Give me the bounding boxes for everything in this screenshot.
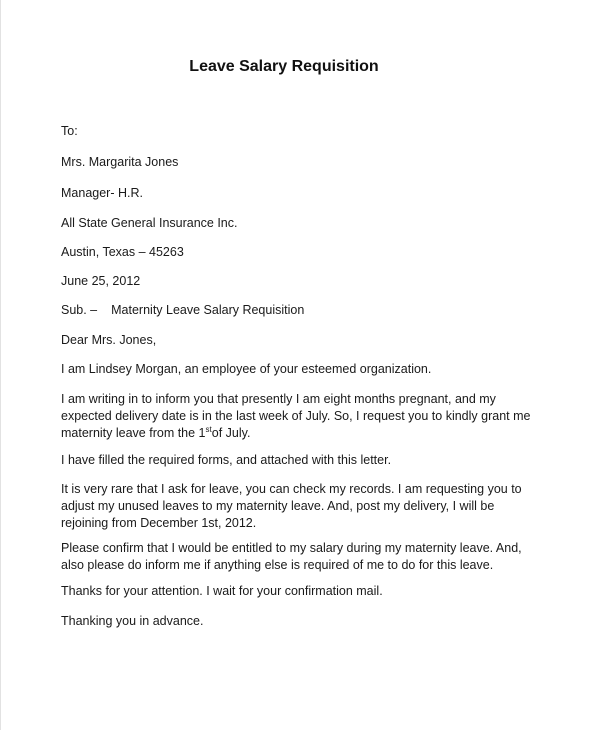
company-name: All State General Insurance Inc. xyxy=(61,216,238,230)
city-line: Austin, Texas – 45263 xyxy=(61,245,184,259)
ordinal-suffix: st xyxy=(205,424,212,434)
subject-text: Maternity Leave Salary Requisition xyxy=(111,303,305,317)
paragraph-request-end: of July. xyxy=(211,426,251,440)
to-label: To: xyxy=(61,124,78,138)
recipient-title: Manager- H.R. xyxy=(61,186,143,200)
subject-prefix: Sub. – xyxy=(61,303,98,317)
paragraph-request-text: I am writing in to inform you that presently I am eight months pregnant, and my expected delivery date is in the last week of July. So, I request you to kindly grant me maternity leave from the 1 xyxy=(61,392,531,440)
closing-line: Thanking you in advance. xyxy=(61,614,204,628)
paragraph-forms: I have filled the required forms, and attached with this letter. xyxy=(61,453,392,467)
subject-line xyxy=(61,302,304,319)
paragraph-confirm: Please confirm that I would be entitled to my salary during my maternity leave. And, also please do inform me if anything else is required of me to do for this leave. xyxy=(61,541,522,572)
letter-date: June 25, 2012 xyxy=(61,274,141,288)
document-title: Leave Salary Requisition xyxy=(189,58,379,75)
recipient-name: Mrs. Margarita Jones xyxy=(61,155,179,169)
salutation: Dear Mrs. Jones, xyxy=(61,333,157,347)
paragraph-records: It is very rare that I ask for leave, you can check my records. I am requesting you to adjust my unused leaves to my maternity leave. And, post my delivery, I will be rejoining from December 1st, 2012. xyxy=(61,482,522,530)
paragraph-thanks: Thanks for your attention. I wait for your confirmation mail. xyxy=(61,584,383,598)
paragraph-intro: I am Lindsey Morgan, an employee of your esteemed organization. xyxy=(61,362,432,376)
paragraph-request xyxy=(61,391,531,442)
